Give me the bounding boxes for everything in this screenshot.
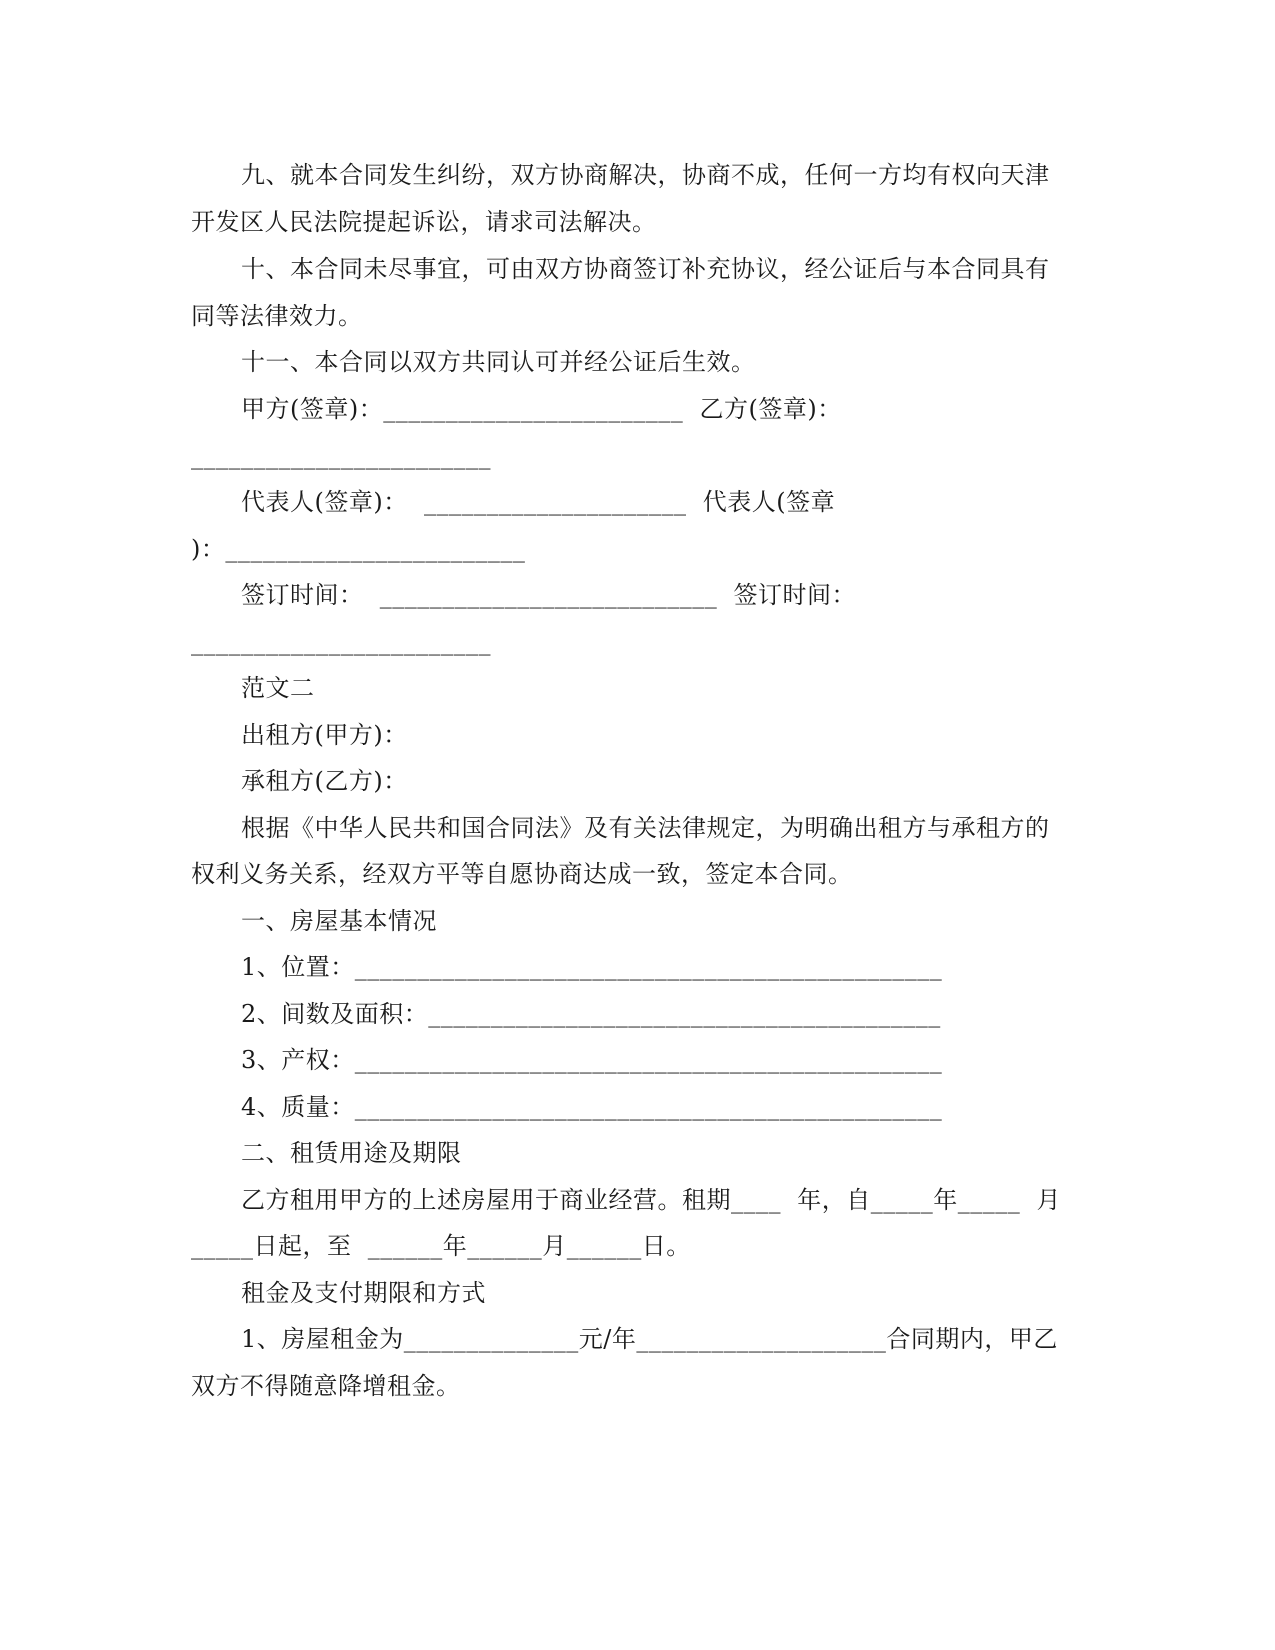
preamble-line-1: 根据《中华人民共和国合同法》及有关法律规定，为明确出租方与承租方的 — [241, 814, 1050, 842]
rent-payment-heading: 租金及支付期限和方式 — [241, 1279, 486, 1307]
section-title-sample-2: 范文二 — [241, 674, 315, 702]
clause-11: 十一、本合同以双方共同认可并经公证后生效。 — [241, 348, 756, 376]
lease-term-line-2: _____日起，至 ______年______月______日。 — [191, 1232, 691, 1260]
rooms-area-field: 2、间数及面积：_________________________________________ — [241, 1000, 941, 1028]
lessor-field: 出租方(甲方)： — [241, 721, 408, 749]
property-rights-field: 3、产权：_______________________________________________ — [241, 1046, 943, 1074]
section-1-heading: 一、房屋基本情况 — [241, 907, 437, 935]
lessee-field: 承租方(乙方)： — [241, 767, 408, 795]
rent-amount-line-1: 1、房屋租金为______________元/年____________________合同期内，甲乙 — [241, 1325, 1058, 1353]
party-a-signature-line: 甲方(签章)：________________________ 乙方(签章)： — [241, 395, 842, 423]
quality-field: 4、质量：_______________________________________________ — [241, 1093, 943, 1121]
clause-10-line-1: 十、本合同未尽事宜，可由双方协商签订补充协议，经公证后与本合同具有 — [241, 255, 1050, 283]
signing-date-line: 签订时间： ___________________________ 签订时间： — [241, 581, 857, 609]
preamble-line-2: 权利义务关系，经双方平等自愿协商达成一致，签定本合同。 — [191, 860, 853, 888]
section-2-heading: 二、租赁用途及期限 — [241, 1139, 462, 1167]
rent-amount-line-2: 双方不得随意降增租金。 — [191, 1372, 461, 1400]
lease-term-line-1: 乙方租用甲方的上述房屋用于商业经营。租期____ 年，自_____年_____ 月 — [241, 1186, 1062, 1214]
clause-9-line-2: 开发区人民法院提起诉讼，请求司法解决。 — [191, 208, 657, 236]
party-b-signature-blank: ________________________ — [191, 442, 491, 470]
representative-signature-blank: )：________________________ — [191, 535, 526, 563]
clause-9-line-1: 九、就本合同发生纠纷，双方协商解决，协商不成，任何一方均有权向天津 — [241, 161, 1050, 189]
clause-10-line-2: 同等法律效力。 — [191, 302, 363, 330]
signing-date-blank: ________________________ — [191, 628, 491, 656]
representative-signature-line: 代表人(签章)： _____________________ 代表人(签章 — [241, 488, 836, 516]
location-field: 1、位置：_______________________________________________ — [241, 953, 943, 981]
